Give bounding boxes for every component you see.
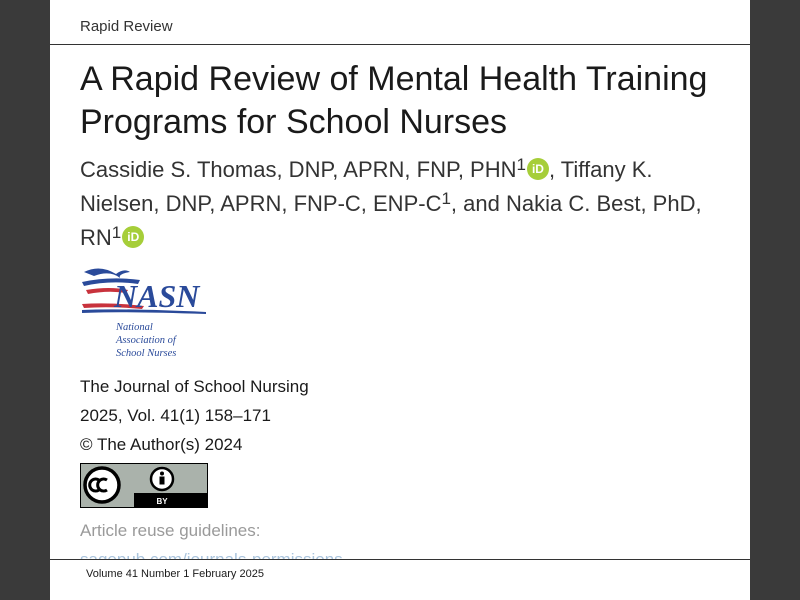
logo-line-3: School Nurses xyxy=(116,348,177,359)
copyright-line: © The Author(s) 2024 xyxy=(80,435,243,454)
author-name: Nakia C. Best, PhD, RN xyxy=(80,191,702,250)
author-separator: , and xyxy=(450,191,506,216)
cc-by-license-badge[interactable] xyxy=(80,463,208,508)
author-name: Tiffany K. Nielsen, DNP, APRN, FNP-C, ENP-C xyxy=(80,157,653,216)
license-by-label: BY xyxy=(156,497,168,506)
logo-acronym: NASN xyxy=(114,278,200,314)
issue-info: Volume 41 Number 1 February 2025 xyxy=(86,568,264,580)
article-title: A Rapid Review of Mental Health Training Programs for School Nurses xyxy=(80,60,708,141)
author-name: Cassidie S. Thomas, DNP, APRN, FNP, PHN xyxy=(80,157,517,182)
logo-line-1: National xyxy=(116,322,153,333)
author-affiliation-marker: 1 xyxy=(516,155,526,174)
journal-info xyxy=(80,372,309,459)
author-list xyxy=(80,153,730,255)
author-affiliation-marker: 1 xyxy=(441,189,451,208)
nasn-logo xyxy=(80,266,210,361)
header-divider xyxy=(50,44,750,45)
logo-line-2: Association of xyxy=(116,335,176,346)
orcid-icon[interactable]: iD xyxy=(122,226,144,248)
journal-name: The Journal of School Nursing xyxy=(80,377,309,396)
article-page xyxy=(50,0,750,600)
author-affiliation-marker: 1 xyxy=(111,223,122,242)
journal-citation: 2025, Vol. 41(1) 158–171 xyxy=(80,406,271,425)
orcid-icon[interactable]: iD xyxy=(527,158,549,180)
author-separator: , xyxy=(548,157,561,182)
section-label: Rapid Review xyxy=(80,18,173,35)
reuse-label: Article reuse guidelines: xyxy=(80,521,261,540)
page-footer xyxy=(50,559,750,600)
